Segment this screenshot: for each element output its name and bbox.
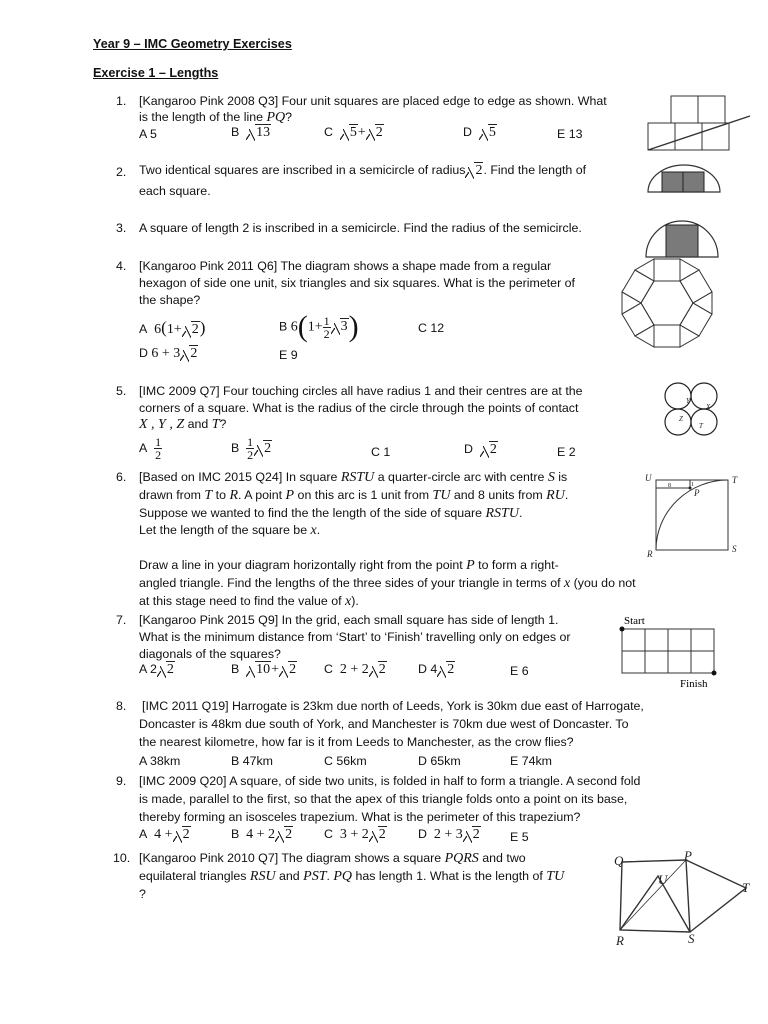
q9-number: 9. (116, 774, 127, 788)
q10-line1: [Kangaroo Pink 2010 Q7] The diagram shows a square PQRS and two (139, 851, 526, 866)
q1-option-e: E 13 (557, 127, 583, 141)
q7-finish-label: Finish (680, 678, 708, 690)
q6-line6: angled triangle. Find the lengths of the three sides of your triangle in terms of x (you do not (139, 576, 636, 591)
q5-circles-diagram (662, 381, 724, 439)
q9-option-e: E 5 (510, 830, 529, 844)
q6-label-u: U (645, 473, 652, 483)
q6-label-p: P (694, 488, 700, 498)
q7-line1: [Kangaroo Pink 2015 Q9] In the grid, each small square has side of length 1. (139, 613, 559, 627)
q10-line2: equilateral triangles RSU and PST. PQ has length 1. What is the length of TU (139, 869, 565, 884)
q6-line4: Let the length of the square be x. (139, 523, 321, 538)
q4-number: 4. (116, 259, 127, 273)
q8-line2: Doncaster is 48km due south of York, and Manchester is 70km due west of Doncaster. To (139, 717, 629, 731)
q6-label-1: 1 (691, 482, 694, 488)
q1-number: 1. (116, 94, 127, 108)
q1-line1: [Kangaroo Pink 2008 Q3] Four unit squares are placed edge to edge as shown. What (139, 94, 607, 108)
q5-label-x: X (706, 403, 711, 411)
q10-label-q: Q (614, 853, 624, 868)
q4-option-b: B 6(1+ $\frac{1}{2}$ 3) (279, 310, 359, 343)
q6-label-8: 8 (668, 483, 671, 489)
q10-line3: ? (139, 887, 146, 901)
q1-option-a: A 5 (139, 127, 157, 141)
q5-number: 5. (116, 384, 127, 398)
q6-line3: Suppose we wanted to find the the length of the side of square RSTU. (139, 506, 523, 521)
q8-option-c: C 56km (324, 754, 367, 768)
q3-line1: A square of length 2 is inscribed in a semicircle. Find the radius of the semicircle. (139, 221, 582, 235)
q4-line3: the shape? (139, 293, 201, 307)
q8-option-b: B 47km (231, 754, 274, 768)
page-title: Year 9 – IMC Geometry Exercises (93, 37, 292, 51)
q5-option-a: A $\frac{1}{2}$ (139, 435, 162, 462)
q10-label-p: P (684, 848, 692, 863)
q3-number: 3. (116, 221, 127, 235)
q7-line3: diagonals of the squares? (139, 647, 281, 661)
q6-square-arc-diagram (640, 470, 746, 560)
q2-number: 2. (116, 165, 127, 179)
q5-option-d: D 2 (464, 442, 497, 457)
q5-option-e: E 2 (557, 445, 576, 459)
q9-option-a: A 4 + 2 (139, 827, 190, 842)
q5-line2: corners of a square. What is the radius of the circle through the points of contact (139, 401, 579, 415)
q9-line2: is made, parallel to the first, so that the apex of this triangle folds onto a point on its base, (139, 792, 628, 806)
q2-semicircle-diagram (646, 164, 722, 194)
q6-line1: [Based on IMC 2015 Q24] In square RSTU a quarter-circle arc with centre S is (139, 470, 568, 485)
q7-start-label: Start (624, 615, 645, 627)
q8-line1: [IMC 2011 Q19] Harrogate is 23km due north of Leeds, York is 30km due east of Harrogate, (142, 699, 644, 713)
q1-option-b: B 13 (231, 125, 271, 140)
q7-option-b: B 10+ 2 (231, 662, 297, 677)
q7-line2: What is the minimum distance from ‘Start’ to ‘Finish’ travelling only on edges or (139, 630, 571, 644)
q10-label-t: T (742, 880, 750, 895)
q5-label-t: T (699, 422, 703, 430)
q5-option-c: C 1 (371, 445, 391, 459)
q8-number: 8. (116, 699, 127, 713)
q9-option-b: B 4 + 2 2 (231, 827, 293, 842)
q9-line3: thereby forming an isosceles trapezium. What is the perimeter of this trapezium? (139, 810, 581, 824)
q1-option-d: D 5 (463, 125, 496, 140)
q5-label-y: Y (686, 397, 690, 405)
q2-line1: Two identical squares are inscribed in a semicircle of radius 2. Find the length of (139, 163, 587, 178)
q7-option-d: D 4 2 (418, 662, 455, 677)
q9-line1: [IMC 2009 Q20] A square, of side two units, is folded in half to form a triangle. A second fold (139, 774, 641, 788)
q4-option-d: D 6 + 3 2 (139, 346, 198, 361)
q6-label-t: T (732, 475, 738, 485)
q3-semicircle-diagram (644, 219, 720, 259)
q4-line1: [Kangaroo Pink 2011 Q6] The diagram shows a shape made from a regular (139, 259, 552, 273)
q1-squares-diagram (644, 94, 754, 152)
q10-label-r: R (616, 933, 624, 948)
q5-line3: X , Y , Z and T? (139, 417, 227, 432)
q8-option-d: D 65km (418, 754, 461, 768)
q10-label-u: U (658, 872, 668, 887)
q1-line2: is the length of the line PQ? (139, 110, 293, 125)
q2-line2: each square. (139, 184, 211, 198)
q9-option-c: C 3 + 2 2 (324, 827, 386, 842)
q8-line3: the nearest kilometre, how far is it from Leeds to Manchester, as the crow flies? (139, 735, 574, 749)
q5-option-b: B $\frac{1}{2}$ 2 (231, 435, 272, 462)
q4-option-e: E 9 (279, 348, 298, 362)
q7-grid-diagram (616, 612, 720, 690)
q8-option-a: A 38km (139, 754, 181, 768)
q1-option-c: C 5+ 2 (324, 125, 383, 140)
q7-option-c: C 2 + 2 2 (324, 662, 386, 677)
q9-option-d: D 2 + 3 2 (418, 827, 480, 842)
q6-line5: Draw a line in your diagram horizontally right from the point P to form a right- (139, 558, 559, 573)
q6-line7: at this stage need to find the value of x). (139, 594, 359, 609)
q4-option-c: C 12 (418, 321, 445, 335)
exercise-title: Exercise 1 – Lengths (93, 66, 219, 80)
q6-number: 6. (116, 470, 127, 484)
q4-option-a: A 6(1+ 2) (139, 318, 206, 337)
q5-line1: [IMC 2009 Q7] Four touching circles all have radius 1 and their centres are at the (139, 384, 583, 398)
q6-line2: drawn from T to R. A point P on this arc is 1 unit from TU and 8 units from RU. (139, 488, 569, 503)
q10-square-triangles-diagram (606, 848, 756, 948)
q10-number: 10. (113, 851, 131, 865)
q6-label-r: R (647, 549, 653, 559)
q6-label-s: S (732, 544, 737, 554)
q10-label-s: S (688, 931, 695, 946)
q7-option-e: E 6 (510, 664, 529, 678)
q7-number: 7. (116, 613, 127, 627)
q8-option-e: E 74km (510, 754, 553, 768)
q4-hexagon-diagram (617, 259, 717, 347)
q5-label-z: Z (679, 415, 683, 423)
q4-line2: hexagon of side one unit, six triangles and six squares. What is the perimeter of (139, 276, 575, 290)
q7-option-a: A 2 2 (139, 662, 174, 677)
